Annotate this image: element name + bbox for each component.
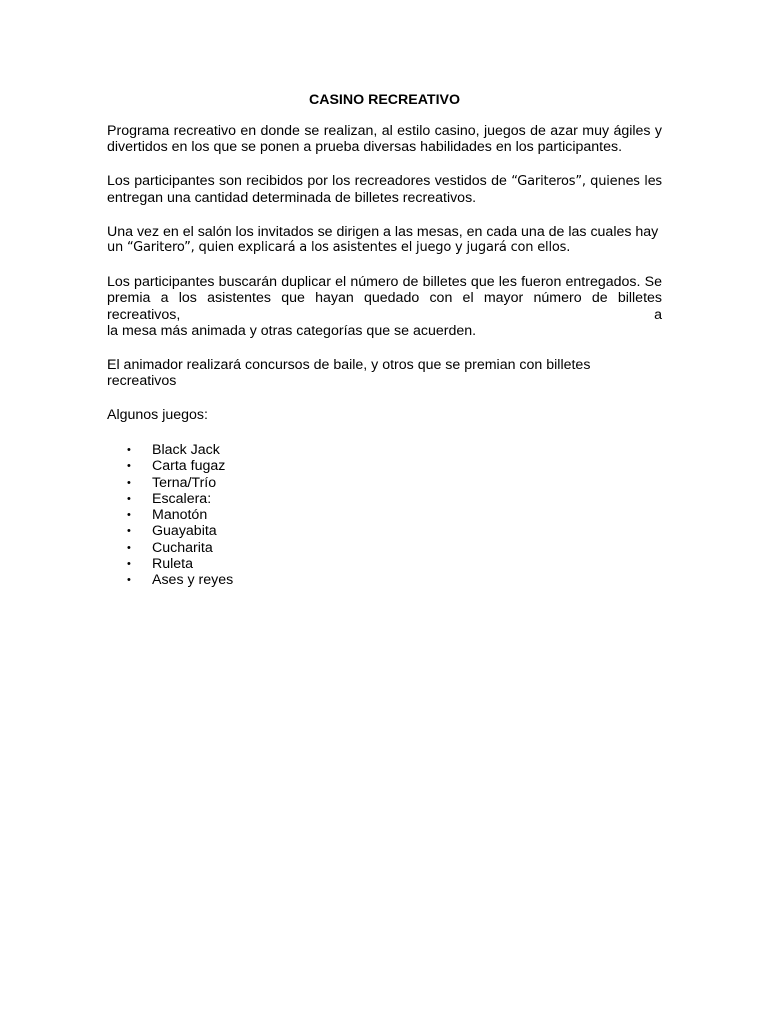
paragraph-line: Una vez en el salón los invitados se dirigen a las mesas, en cada una de las cuales hay [107,223,659,240]
paragraph-billetes [107,274,662,340]
paragraph-line [107,173,662,191]
paragraph-line: El animador realizará concursos de baile, y otros que se premian con billetes recreativos [107,356,591,389]
paragraph-line: Programa recreativo en donde se realizan, al estilo casino, juegos de azar muy ágiles y [107,122,662,139]
paragraph-line: entregan una cantidad determinada de billetes recreativos. [107,190,477,206]
paragraph-text-gariteros: “Gariteros”, quienes les [511,173,662,189]
bullet-icon: • [127,444,131,456]
list-item-label: Ases y reyes [152,572,234,589]
bullet-icon: • [127,558,131,571]
list-item-label: Terna/Trío [152,474,217,491]
bullet-icon: • [127,476,131,489]
list-item [107,556,662,572]
paragraph-participants [107,173,662,207]
bullet-icon: • [127,574,131,587]
list-item-label: Carta fugaz [152,458,226,475]
list-item [107,572,662,588]
list-item-label: Cucharita [152,539,213,556]
paragraph-salon [107,224,662,257]
bullet-icon: • [127,492,131,505]
paragraph-line: un “Garitero”, quien explicará a los asistentes el juego y jugará con ellos. [107,240,571,255]
document-page [107,92,662,589]
bullet-icon: • [127,525,131,538]
list-item [107,442,662,458]
list-item-label: Black Jack [152,442,220,458]
list-item-label: Guayabita [152,523,217,540]
list-item [107,507,662,523]
list-item [107,491,662,507]
bullet-icon: • [127,509,131,522]
paragraph-text: Los participantes son recibidos por los recreadores vestidos de [107,172,512,189]
list-item-label: Escalera: [152,490,212,507]
list-item [107,540,662,556]
games-heading: Algunos juegos: [107,406,208,423]
list-item [107,458,662,474]
list-item-label: Ruleta [152,556,194,573]
list-item [107,523,662,539]
games-list [107,442,662,589]
paragraph-line: Los participantes buscarán duplicar el número de billetes que les fueron entregados. Se [107,273,662,290]
bullet-icon: • [127,541,131,554]
paragraph-line: la mesa más animada y otras categorías que se acuerden. [107,323,477,339]
bullet-icon: • [127,460,131,473]
list-item [107,475,662,491]
paragraph-line: divertidos en los que se ponen a prueba diversas habilidades en los participantes. [107,139,623,155]
paragraph-intro [107,123,662,156]
list-item-label: Manotón [152,507,208,524]
paragraph-animador [107,357,662,390]
paragraph-line: premia a los asistentes que hayan quedado con el mayor número de billetes recreativos, a [107,290,662,323]
document-title: CASINO RECREATIVO [308,92,461,108]
